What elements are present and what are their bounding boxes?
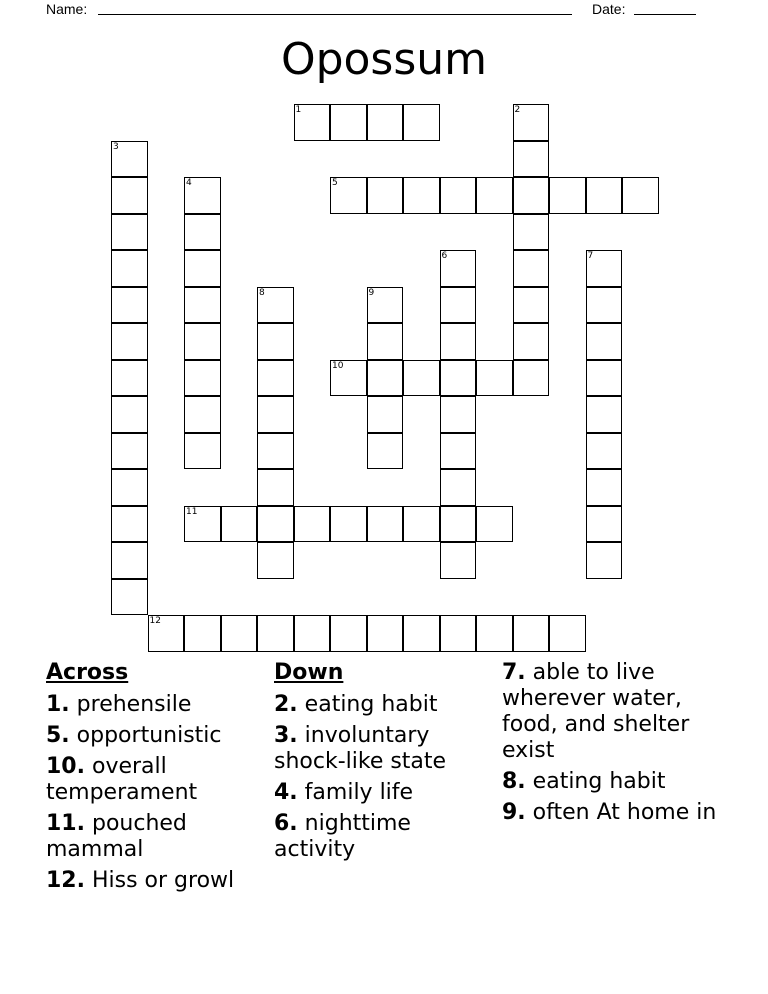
grid-cell[interactable] [111,177,148,214]
grid-cell[interactable] [513,287,550,324]
clue-across-12: 12. Hiss or growl [46,868,235,893]
grid-cell[interactable] [440,506,477,543]
grid-cell[interactable] [257,615,294,652]
grid-cell[interactable] [257,287,294,324]
down-heading: Down [274,660,344,685]
clue-down-4: 4. family life [274,780,414,805]
grid-cell[interactable] [367,396,404,433]
clue-number: 8 [259,287,265,298]
clue-number: 12 [149,616,161,626]
grid-cell[interactable] [184,323,221,360]
name-label: Name: [46,1,88,17]
grid-cell[interactable] [513,214,550,251]
clue-number: 1 [295,105,302,115]
grid-cell[interactable] [257,396,294,433]
clue-number: 2 [514,105,521,115]
grid-cell[interactable] [111,396,148,433]
grid-cell[interactable] [330,360,367,397]
grid-cell[interactable] [586,433,623,470]
grid-cell[interactable] [586,360,623,397]
across-clues [46,660,268,899]
grid-cell[interactable] [294,615,331,652]
grid-cell[interactable] [184,506,221,543]
page-title: Opossum [280,34,488,85]
clue-down-2: 2. eating habit [274,692,438,717]
grid-cell[interactable] [367,287,404,324]
down-clues [274,660,494,868]
clue-number: 5 [332,178,338,188]
grid-cell[interactable] [184,214,221,251]
grid-cell[interactable] [184,287,221,324]
grid-cell[interactable] [111,469,148,506]
grid-cell[interactable] [257,469,294,506]
grid-cell[interactable] [586,177,623,214]
grid-cell[interactable] [111,287,148,324]
grid-cell[interactable] [111,360,148,397]
down-clues-continued [502,660,728,831]
grid-cell[interactable] [513,360,550,397]
clue-number: 7 [587,251,594,261]
grid-cell[interactable] [367,177,404,214]
grid-cell[interactable] [440,615,477,652]
grid-cell[interactable] [403,615,440,652]
grid-cell[interactable] [367,323,404,360]
grid-cell[interactable] [367,433,404,470]
clue-down-8: 8. eating habit [502,769,666,794]
grid-cell[interactable] [586,506,623,543]
clue-down-6: 6. nighttime activity [274,811,411,862]
grid-cell[interactable] [586,396,623,433]
grid-cell[interactable] [111,323,148,360]
grid-cell[interactable] [111,214,148,251]
grid-cell[interactable] [440,433,477,470]
grid-cell[interactable] [513,323,550,360]
grid-cell[interactable] [111,579,148,616]
grid-cell[interactable] [513,104,550,141]
grid-cell[interactable] [111,506,148,543]
grid-cell[interactable] [184,177,221,214]
grid-cell[interactable] [622,177,659,214]
grid-cell[interactable] [403,506,440,543]
clue-number: 4 [186,178,192,188]
grid-cell[interactable] [440,542,477,579]
grid-cell[interactable] [184,360,221,397]
grid-cell[interactable] [330,177,367,214]
grid-cell[interactable] [476,615,513,652]
grid-cell[interactable] [148,615,185,652]
grid-cell[interactable] [111,141,148,178]
clue-across-5: 5. opportunistic [46,723,222,748]
grid-cell[interactable] [257,360,294,397]
grid-cell[interactable] [367,104,404,141]
clue-number: 10 [332,360,344,371]
grid-cell[interactable] [586,469,623,506]
grid-cell[interactable] [476,177,513,214]
grid-cell[interactable] [257,433,294,470]
clue-number: 3 [113,141,119,152]
grid-cell[interactable] [403,360,440,397]
clue-number: 6 [441,251,448,261]
grid-cell[interactable] [111,542,148,579]
clue-down-7: 7. able to live wherever water, food, and shelter exist [502,660,690,763]
grid-cell[interactable] [330,615,367,652]
clue-across-10: 10. overall temperament [46,754,198,805]
grid-cell[interactable] [513,141,550,178]
clue-number: 9 [368,287,375,298]
grid-cell[interactable] [367,615,404,652]
grid-cell[interactable] [367,506,404,543]
grid-cell[interactable] [440,323,477,360]
grid-cell[interactable] [440,360,477,397]
grid-cell[interactable] [257,542,294,579]
grid-cell[interactable] [111,250,148,287]
grid-cell[interactable] [184,396,221,433]
grid-cell[interactable] [586,287,623,324]
clue-number: 11 [186,506,198,517]
grid-cell[interactable] [513,615,550,652]
grid-cell[interactable] [294,104,331,141]
grid-cell[interactable] [586,323,623,360]
across-heading: Across [46,660,129,685]
grid-cell[interactable] [221,615,258,652]
grid-cell[interactable] [403,177,440,214]
grid-cell[interactable] [549,615,586,652]
grid-cell[interactable] [476,506,513,543]
grid-cell[interactable] [257,506,294,543]
grid-cell[interactable] [367,360,404,397]
grid-cell[interactable] [184,250,221,287]
grid-cell[interactable] [513,250,550,287]
grid-cell[interactable] [476,360,513,397]
grid-cell[interactable] [440,469,477,506]
grid-cell[interactable] [330,104,367,141]
grid-cell[interactable] [111,433,148,470]
grid-cell[interactable] [513,177,550,214]
grid-cell[interactable] [440,250,477,287]
clue-across-11: 11. pouched mammal [46,811,187,862]
clue-across-1: 1. prehensile [46,692,192,717]
grid-cell[interactable] [440,396,477,433]
grid-cell[interactable] [586,542,623,579]
grid-cell[interactable] [184,433,221,470]
grid-cell[interactable] [221,506,258,543]
date-label: Date: [592,1,626,17]
clue-down-3: 3. involuntary shock-like state [274,723,447,774]
grid-cell[interactable] [440,177,477,214]
clue-down-9: 9. often At home in [502,800,717,825]
grid-cell[interactable] [549,177,586,214]
grid-cell[interactable] [184,615,221,652]
grid-cell[interactable] [294,506,331,543]
grid-cell[interactable] [403,104,440,141]
grid-cell[interactable] [330,506,367,543]
grid-cell[interactable] [586,250,623,287]
grid-cell[interactable] [257,323,294,360]
grid-cell[interactable] [440,287,477,324]
